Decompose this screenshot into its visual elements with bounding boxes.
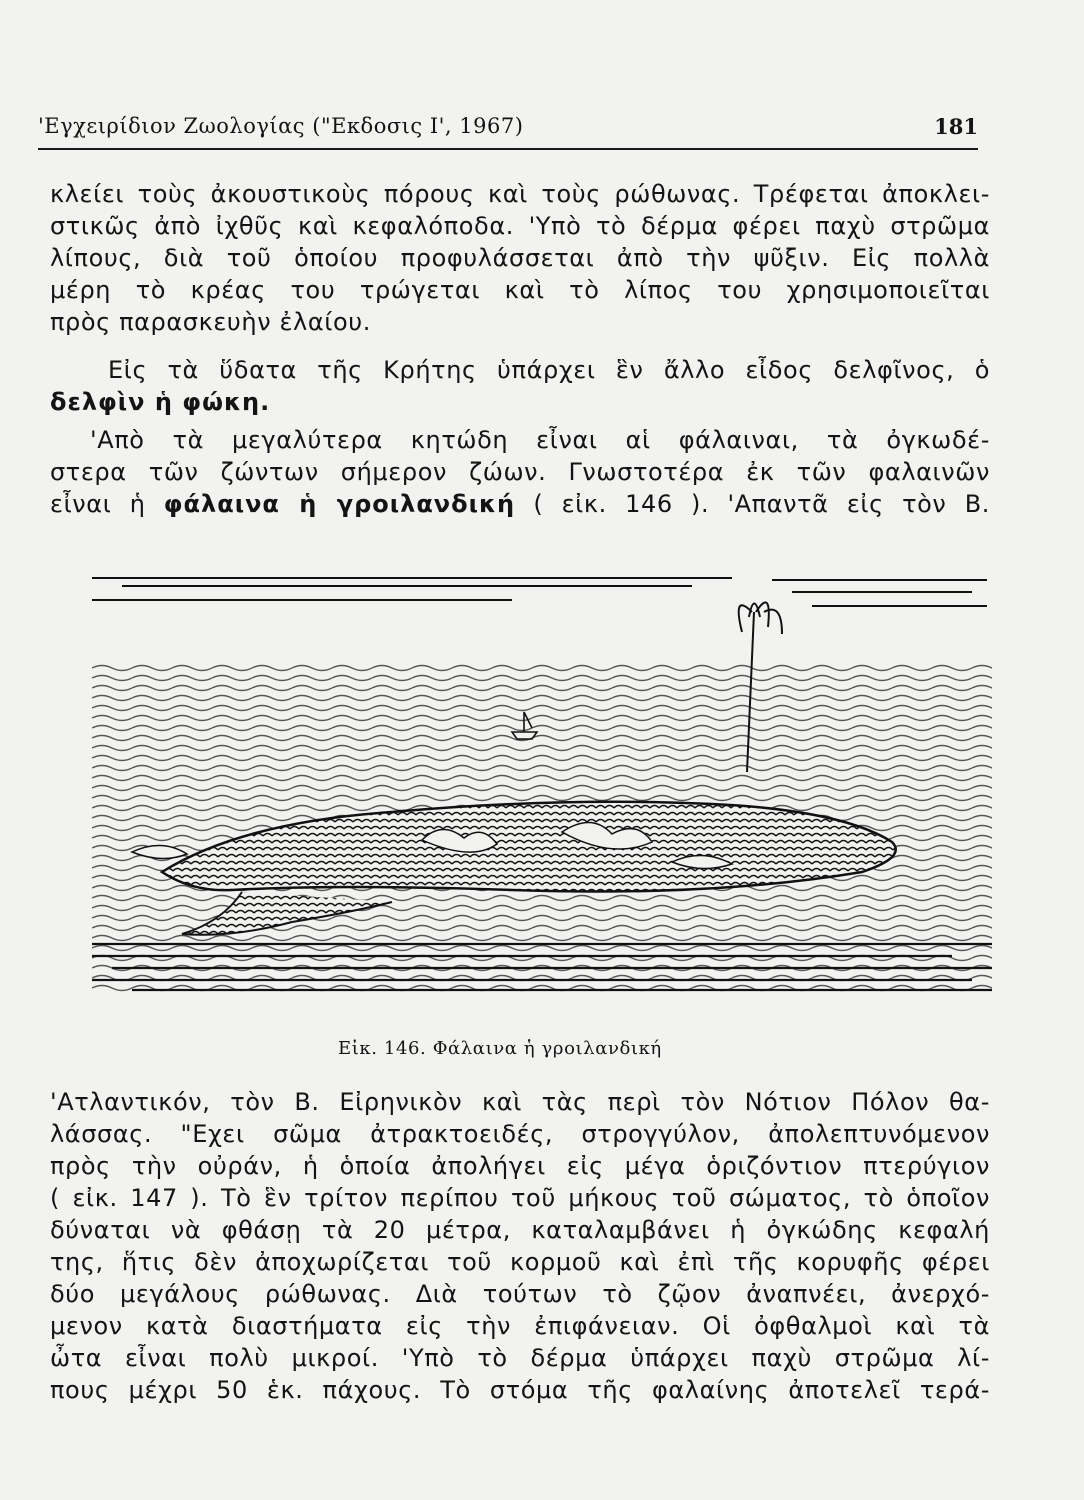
text-line: δύναται νὰ φθάσῃ τὰ 20 μέτρα, καταλαμβάνει ἡ ὀγκώδης κεφαλή [50,1216,990,1244]
term-greenland-whale: φάλαινα ἡ γροιλανδική [163,490,516,518]
text-line: λίπους, διὰ τοῦ ὁποίου προφυλάσσεται ἀπὸ τὴν ψῦξιν. Εἰς πολλὰ [50,244,990,272]
text-line: ( εἰκ. 147 ). Τὸ ἓν τρίτον περίπου τοῦ μήκους τοῦ σώματος, τὸ ὁποῖον [50,1184,990,1212]
text-line [50,488,990,520]
paragraph-3 [50,424,990,520]
running-header [38,112,978,150]
header-title: 'Εγχειρίδιον Ζωολογίας ("Εκδοσις Ι', 1967) [38,114,524,138]
text-line: μενον κατὰ διαστήματα εἰς τὴν ἐπιφάνειαν. Οἱ ὀφθαλμοὶ καὶ τὰ [50,1312,990,1340]
text-line: κλείει τοὺς ἀκουστικοὺς πόρους καὶ τοὺς ρώθωνας. Τρέφεται ἀποκλει- [50,180,990,208]
text-fragment: εἶναι ἡ [50,490,146,518]
text-line: πρὸς παρασκευὴν ἐλαίου. [50,308,371,336]
text-line: 'Απὸ τὰ μεγαλύτερα κητώδη εἶναι αἱ φάλαιναι, τὰ ὀγκωδέ- [90,426,990,454]
paragraph-4 [50,1086,990,1406]
text-line: στικῶς ἀπὸ ἰχθῦς καὶ κεφαλόποδα. 'Υπὸ τὸ δέρμα φέρει παχὺ στρῶμα [50,212,990,240]
paragraph-1 [50,178,990,338]
whale-engraving [92,572,992,992]
text-line: ὦτα εἶναι πολὺ μικροί. 'Υπὸ τὸ δέρμα ὑπάρχει παχὺ στρῶμα λί- [50,1344,990,1372]
text-line [50,386,990,418]
figure-caption: Εἰκ. 146. Φάλαινα ἡ γροιλανδική [338,1038,662,1059]
text-line: πους μέχρι 50 ἑκ. πάχους. Τὸ στόμα τῆς φαλαίνης ἀποτελεῖ τερά- [50,1376,990,1404]
text-line: δύο μεγάλους ρώθωνας. Διὰ τούτων τὸ ζῷον ἀναπνέει, ἀνερχό- [50,1280,990,1308]
text-line: της, ἥτις δὲν ἀποχωρίζεται τοῦ κορμοῦ καὶ ἐπὶ τῆς κορυφῆς φέρει [50,1248,990,1276]
text-line: στερα τῶν ζώντων σήμερον ζώων. Γνωστοτέρα ἐκ τῶν φαλαινῶν [50,458,990,486]
term-dolphin-seal: δελφὶν ἡ φώκη. [50,388,271,416]
text-line: 'Ατλαντικόν, τὸν Β. Εἰρηνικὸν καὶ τὰς περὶ τὸν Νότιον Πόλον θα- [50,1088,990,1116]
page-number: 181 [934,114,978,139]
text-line: Εἰς τὰ ὕδατα τῆς Κρήτης ὑπάρχει ἓν ἄλλο εἶδος δελφῖνος, ὁ [108,356,990,384]
text-line: πρὸς τὴν οὐράν, ἡ ὁποία ἀπολήγει εἰς μέγα ὁριζόντιον πτερύγιον [50,1152,990,1180]
whale-illustration [92,572,992,992]
text-line: λάσσας. "Εχει σῶμα ἀτρακτοειδές, στρογγύλον, ἀπολεπτυνόμενον [50,1120,990,1148]
paragraph-2 [50,354,990,418]
text-fragment: ( εἰκ. 146 ). 'Απαντᾶ εἰς τὸν Β. [533,490,990,518]
text-line: μέρη τὸ κρέας του τρώγεται καὶ τὸ λίπος του χρησιμοποιεῖται [50,276,990,304]
